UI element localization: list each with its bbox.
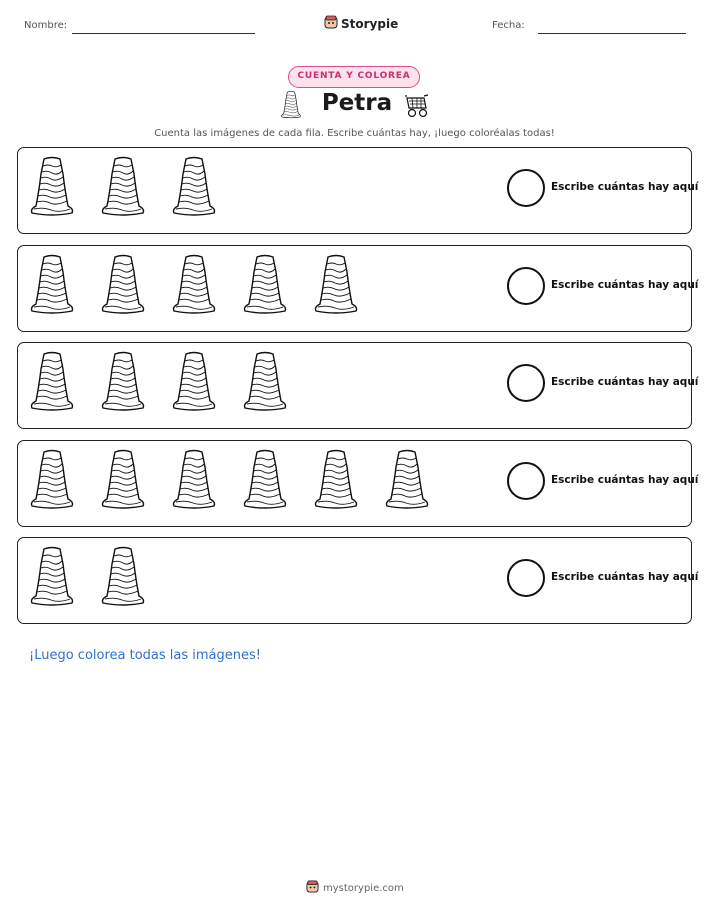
petra-bell-icon — [28, 351, 76, 413]
petra-bell-icon — [28, 254, 76, 316]
petra-bell-icon — [99, 254, 147, 316]
petra-bell-icon — [170, 156, 218, 218]
petra-bell-icon — [241, 449, 289, 511]
petra-bell-icon — [170, 351, 218, 413]
footer-note: ¡Luego colorea todas las imágenes! — [29, 648, 261, 663]
date-label: Fecha: — [492, 20, 525, 31]
petra-bell-icon — [241, 254, 289, 316]
petra-cart-icon — [404, 94, 430, 122]
page-title: Petra — [321, 90, 393, 116]
counting-row-5 — [17, 537, 699, 624]
petra-bell-icon — [312, 254, 360, 316]
answer-label: Escribe cuántas hay aquí — [551, 181, 699, 193]
footer-brand — [306, 880, 404, 896]
petra-bell-icon — [28, 449, 76, 511]
brand-name: Storypie — [341, 16, 399, 31]
counting-row-4 — [17, 440, 699, 527]
petra-bell-icon — [280, 90, 302, 124]
answer-label: Escribe cuántas hay aquí — [551, 474, 699, 486]
petra-bell-icon — [170, 254, 218, 316]
instructions: Cuenta las imágenes de cada fila. Escribe cuántas hay, ¡luego coloréalas todas! — [154, 128, 555, 139]
title-row — [280, 90, 440, 122]
activity-badge: CUENTA Y COLOREA — [288, 66, 420, 88]
date-line[interactable] — [538, 33, 686, 34]
petra-bell-icon — [99, 449, 147, 511]
footer-url: mystorypie.com — [323, 882, 404, 894]
storypie-logo — [324, 14, 398, 33]
petra-bell-icon — [28, 156, 76, 218]
petra-bell-icon — [99, 156, 147, 218]
answer-label: Escribe cuántas hay aquí — [551, 376, 699, 388]
answer-circle[interactable] — [507, 267, 545, 305]
answer-label: Escribe cuántas hay aquí — [551, 279, 699, 291]
storypie-mascot-icon — [306, 880, 319, 896]
answer-circle[interactable] — [507, 364, 545, 402]
petra-bell-icon — [28, 546, 76, 608]
counting-row-2 — [17, 245, 699, 332]
counting-row-3 — [17, 342, 699, 429]
counting-row-1 — [17, 147, 699, 234]
petra-bell-icon — [312, 449, 360, 511]
answer-label: Escribe cuántas hay aquí — [551, 571, 699, 583]
answer-circle[interactable] — [507, 462, 545, 500]
petra-bell-icon — [99, 546, 147, 608]
storypie-mascot-icon — [324, 14, 338, 33]
name-label: Nombre: — [24, 20, 68, 31]
name-line[interactable] — [72, 33, 255, 34]
petra-bell-icon — [99, 351, 147, 413]
petra-bell-icon — [241, 351, 289, 413]
answer-circle[interactable] — [507, 169, 545, 207]
answer-circle[interactable] — [507, 559, 545, 597]
petra-bell-icon — [170, 449, 218, 511]
petra-bell-icon — [383, 449, 431, 511]
